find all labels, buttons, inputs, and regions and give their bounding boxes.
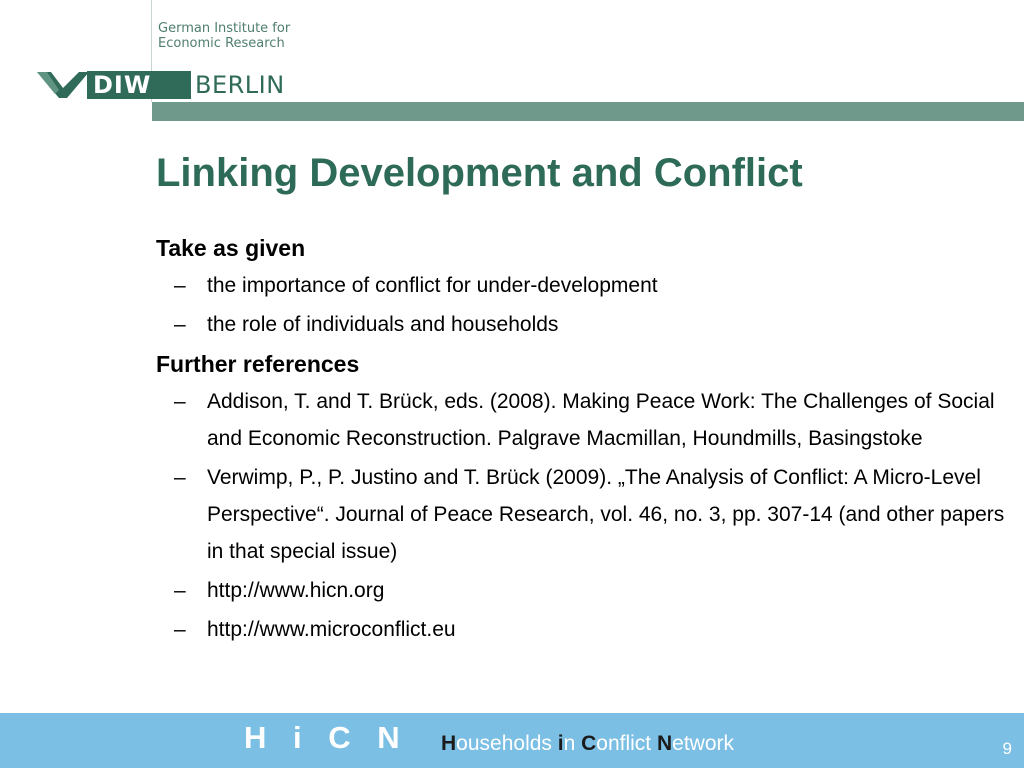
diw-chevron-icon xyxy=(37,68,89,104)
institute-line-2: Economic Research xyxy=(158,36,285,51)
reference-text: Addison, T. and T. Brück, eds. (2008). Making Peace Work: The Challenges of Social and Economic Reconstruction. Palgrave Macmillan, Houndmills, Basingstoke xyxy=(207,390,995,450)
bullet-dash: – xyxy=(174,618,186,641)
institute-line-1: German Institute for xyxy=(158,21,291,36)
list-item xyxy=(156,611,1022,648)
logo-diw: DIW xyxy=(87,71,191,99)
list-item xyxy=(156,459,1022,570)
logo-berlin: BERLIN xyxy=(195,71,285,99)
take-as-given-list xyxy=(156,267,1022,343)
slide-footer xyxy=(0,713,1024,768)
list-item xyxy=(156,306,1022,343)
bullet-dash: – xyxy=(174,390,186,413)
slide-header xyxy=(0,0,1024,122)
reference-text: Verwimp, P., P. Justino and T. Brück (2009). „The Analysis of Conflict: A Micro-Level Perspective“. Journal of Peace Research, vol. 46, no. 3, pp. 307-14 (and other papers in that special issue) xyxy=(207,466,1005,563)
hicn-acronym: H i C N xyxy=(244,720,404,755)
hicn-link[interactable]: http://www.hicn.org xyxy=(207,579,385,602)
header-green-bar xyxy=(152,102,1024,121)
list-item-text: the importance of conflict for under-development xyxy=(207,274,658,297)
list-item xyxy=(156,383,1022,457)
bullet-dash: – xyxy=(174,579,186,602)
diw-berlin-logo xyxy=(37,68,285,104)
slide-title: Linking Development and Conflict xyxy=(156,151,803,195)
network-name: Households in Conflict Network xyxy=(441,732,735,755)
page-number: 9 xyxy=(1002,739,1012,758)
bullet-dash: – xyxy=(174,274,186,297)
list-item xyxy=(156,267,1022,304)
list-item-text: the role of individuals and households xyxy=(207,313,559,336)
section-heading-take-as-given: Take as given xyxy=(156,235,306,261)
list-item xyxy=(156,572,1022,609)
section-heading-further-references: Further references xyxy=(156,351,360,377)
references-list xyxy=(156,383,1022,648)
bullet-dash: – xyxy=(174,466,186,489)
bullet-dash: – xyxy=(174,313,186,336)
institute-name xyxy=(158,21,290,51)
slide-body xyxy=(156,231,1022,652)
microconflict-link[interactable]: http://www.microconflict.eu xyxy=(207,618,456,641)
